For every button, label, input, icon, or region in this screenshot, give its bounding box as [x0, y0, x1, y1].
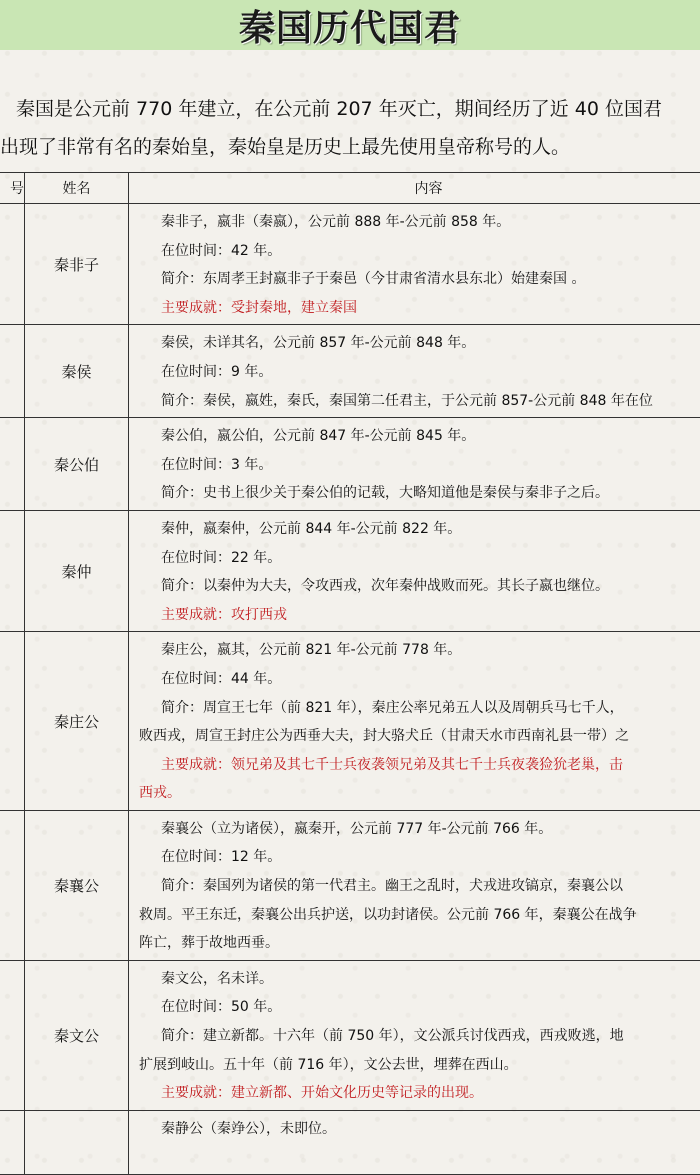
row-num — [0, 325, 25, 418]
content-line: 秦庄公，嬴其，公元前 821 年-公元前 778 年。 — [139, 636, 700, 665]
row-num — [0, 632, 25, 811]
achievement-line-cont: 西戎。 — [139, 779, 700, 808]
row-num — [0, 418, 25, 511]
title-bar — [0, 0, 700, 50]
content-line: 在位时间：44 年。 — [139, 665, 700, 694]
rulers-table — [0, 172, 700, 1175]
header-content: 内容 — [129, 173, 700, 204]
intro-line-1: 秦国是公元前 770 年建立，在公元前 207 年灭亡，期间经历了近 40 位国君 — [16, 90, 662, 128]
table-row — [0, 960, 700, 1110]
achievement-line: 主要成就：受封秦地，建立秦国 — [139, 294, 700, 323]
content-line: 秦襄公（立为诸侯），嬴秦开，公元前 777 年-公元前 766 年。 — [139, 815, 700, 844]
content-line: 简介：秦侯，嬴姓，秦氏，秦国第二任君主，于公元前 857-公元前 848 年在位 — [139, 387, 700, 416]
ruler-name: 秦公伯 — [25, 418, 129, 511]
page-title: 秦国历代国君 — [239, 0, 461, 51]
content-line: 秦仲，嬴秦仲，公元前 844 年-公元前 822 年。 — [139, 515, 700, 544]
content-line: 简介：以秦仲为大夫，令攻西戎，次年秦仲战败而死。其长子嬴也继位。 — [139, 572, 700, 601]
content-line: 阵亡，葬于故地西垂。 — [139, 929, 700, 958]
ruler-name: 秦庄公 — [25, 632, 129, 811]
content-line: 在位时间：3 年。 — [139, 451, 700, 480]
ruler-content — [129, 510, 700, 631]
ruler-content — [129, 418, 700, 511]
content-line: 秦非子，嬴非（秦嬴），公元前 888 年-公元前 858 年。 — [139, 208, 700, 237]
table-row — [0, 1110, 700, 1174]
ruler-name — [25, 1110, 129, 1174]
row-num — [0, 1110, 25, 1174]
content-line: 简介：史书上很少关于秦公伯的记载，大略知道他是秦侯与秦非子之后。 — [139, 479, 700, 508]
row-num — [0, 204, 25, 325]
content-line: 秦文公，名未详。 — [139, 965, 700, 994]
table-row — [0, 632, 700, 811]
ruler-name: 秦文公 — [25, 960, 129, 1110]
ruler-name: 秦仲 — [25, 510, 129, 631]
content-line: 救周。平王东迁，秦襄公出兵护送，以功封诸侯。公元前 766 年，秦襄公在战争 — [139, 901, 700, 930]
table-row — [0, 810, 700, 960]
content-line: 败西戎，周宣王封庄公为西垂大夫，封大骆犬丘（甘肃天水市西南礼县一带）之 — [139, 722, 700, 751]
content-line: 秦静公（秦竫公），未即位。 — [139, 1115, 700, 1144]
row-num — [0, 810, 25, 960]
achievement-line: 主要成就：建立新都、开始文化历史等记录的出现。 — [139, 1079, 700, 1108]
content-line: 秦公伯，嬴公伯，公元前 847 年-公元前 845 年。 — [139, 422, 700, 451]
intro-paragraph — [0, 84, 700, 174]
content-line: 简介：周宣王七年（前 821 年），秦庄公率兄弟五人以及周朝兵马七千人， — [139, 694, 700, 723]
content-line: 在位时间：22 年。 — [139, 544, 700, 573]
ruler-name: 秦非子 — [25, 204, 129, 325]
ruler-content — [129, 632, 700, 811]
header-num: 号 — [0, 173, 25, 204]
content-line: 在位时间：50 年。 — [139, 993, 700, 1022]
ruler-name: 秦侯 — [25, 325, 129, 418]
content-line: 秦侯，未详其名，公元前 857 年-公元前 848 年。 — [139, 329, 700, 358]
table-row — [0, 204, 700, 325]
ruler-content — [129, 810, 700, 960]
table-header-row — [0, 173, 700, 204]
ruler-content — [129, 325, 700, 418]
content-line: 简介：东周孝王封嬴非子于秦邑（今甘肃省清水县东北）始建秦国 。 — [139, 265, 700, 294]
row-num — [0, 960, 25, 1110]
table-row — [0, 418, 700, 511]
row-num — [0, 510, 25, 631]
content-line: 简介：建立新都。十六年（前 750 年），文公派兵讨伐西戎，西戎败逃，地 — [139, 1022, 700, 1051]
ruler-content — [129, 960, 700, 1110]
header-name: 姓名 — [25, 173, 129, 204]
content-line: 在位时间：12 年。 — [139, 843, 700, 872]
content-line: 扩展到岐山。五十年（前 716 年），文公去世，埋葬在西山。 — [139, 1051, 700, 1080]
content-line: 简介：秦国列为诸侯的第一代君主。幽王之乱时，犬戎进攻镐京，秦襄公以 — [139, 872, 700, 901]
content-line: 在位时间：42 年。 — [139, 237, 700, 266]
table-row — [0, 510, 700, 631]
ruler-content — [129, 1110, 700, 1174]
achievement-line: 主要成就：领兄弟及其七千士兵夜袭领兄弟及其七千士兵夜袭猃狁老巢，击 — [139, 751, 700, 780]
ruler-content — [129, 204, 700, 325]
ruler-name: 秦襄公 — [25, 810, 129, 960]
table-row — [0, 325, 700, 418]
content-line — [139, 1143, 700, 1172]
content-line: 在位时间：9 年。 — [139, 358, 700, 387]
intro-line-2: 出现了非常有名的秦始皇，秦始皇是历史上最先使用皇帝称号的人。 — [0, 128, 570, 166]
achievement-line: 主要成就：攻打西戎 — [139, 601, 700, 630]
